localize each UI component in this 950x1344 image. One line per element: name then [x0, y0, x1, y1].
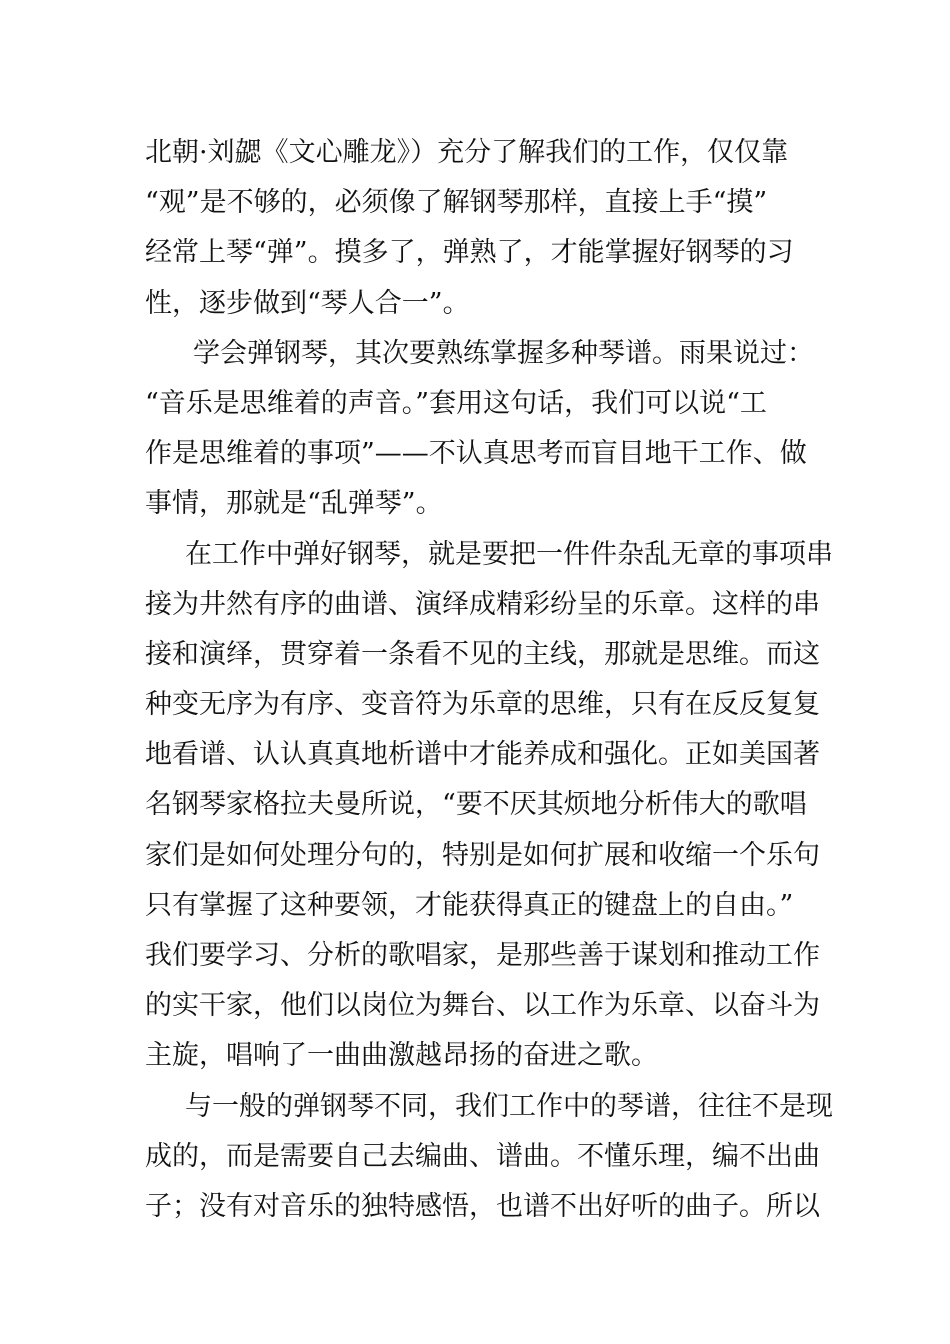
text-line: 事情，那就是“乱弹琴”。 [145, 488, 443, 520]
text-line: 的实干家，他们以岗位为舞台、以工作为乐章、以奋斗为 [145, 990, 820, 1022]
body-text [145, 128, 833, 1232]
text-line: 家们是如何处理分句的，特别是如何扩展和收缩一个乐句 [145, 839, 820, 871]
text-line: 北朝·刘勰《文心雕龙》）充分了解我们的工作，仅仅靠 [145, 137, 789, 168]
text-line: 主旋，唱响了一曲曲激越昂扬的奋进之歌。 [145, 1040, 658, 1072]
paragraph-first-line: 与一般的弹钢琴不同，我们工作中的琴谱，往往不是现 [185, 1090, 833, 1122]
text-line: “观”是不够的，必须像了解钢琴那样，直接上手“摸” [145, 187, 768, 219]
paragraph-first-line: 学会弹钢琴，其次要熟练掌握多种琴谱。雨果说过： [193, 337, 814, 369]
text-line: 地看谱、认认真真地析谱中才能养成和强化。正如美国著 [145, 739, 820, 771]
text-line: 种变无序为有序、变音符为乐章的思维，只有在反反复复 [145, 689, 820, 721]
text-line: 成的，而是需要自己去编曲、谱曲。不懂乐理，编不出曲 [145, 1140, 820, 1172]
text-line: 经常上琴“弹”。摸多了，弹熟了，才能掌握好钢琴的习 [145, 237, 794, 269]
text-line: 我们要学习、分析的歌唱家，是那些善于谋划和推动工作 [145, 940, 820, 971]
text-line: 作是思维着的事项”——不认真思考而盲目地干工作、做 [145, 438, 807, 470]
paragraph-first-line: 在工作中弹好钢琴，就是要把一件件杂乱无章的事项串 [185, 538, 833, 570]
text-line: “音乐是思维着的声音。”套用这句话，我们可以说“工 [145, 387, 767, 419]
text-line: 接和演绎，贯穿着一条看不见的主线，那就是思维。而这 [145, 638, 820, 670]
text-line: 性，逐步做到“琴人合一”。 [145, 287, 470, 319]
text-line: 名钢琴家格拉夫曼所说，“要不厌其烦地分析伟大的歌唱 [145, 789, 807, 821]
text-line: 只有掌握了这种要领，才能获得真正的键盘上的自由。” [145, 889, 794, 921]
text-line: 子；没有对音乐的独特感悟，也谱不出好听的曲子。所以 [145, 1190, 820, 1222]
text-line: 接为井然有序的曲谱、演绎成精彩纷呈的乐章。这样的串 [145, 588, 820, 620]
